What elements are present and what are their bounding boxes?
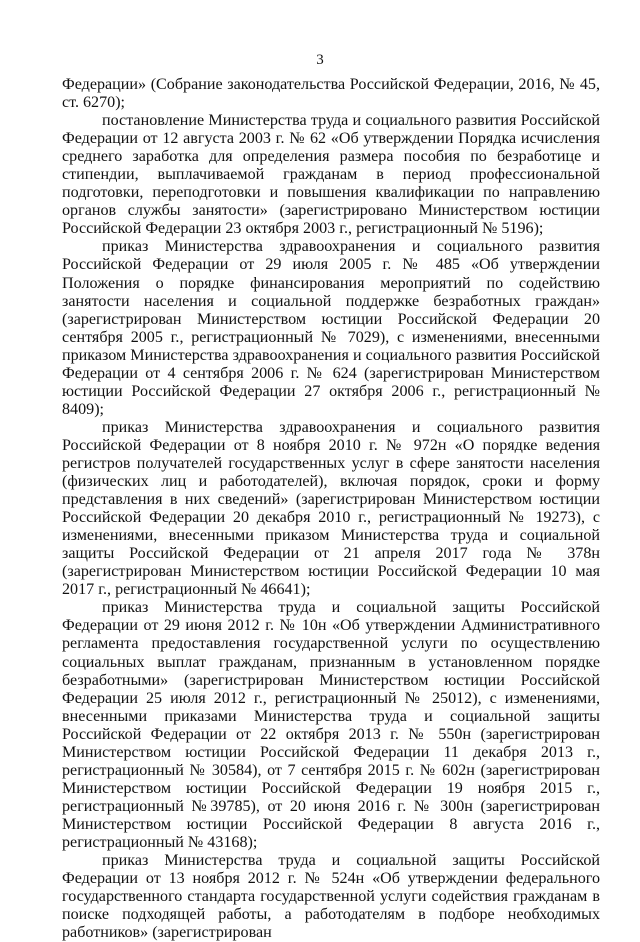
paragraph-order-524n: приказ Министерства труда и социальной защиты Российской Федерации от 13 ноября 2012 г. № 524н «Об утверждении федерального государственного стандарта государственной услуги содействия гражданам в поиске подходящей работы, а работодателям в подборе необходимых работников» (зарегистрирован	[62, 852, 600, 942]
paragraph-order-485: приказ Министерства здравоохранения и социального развития Российской Федерации от 29 июля 2005 г. № 485 «Об утверждении Положения о порядке финансирования мероприятий по содействию занятости населения и социальной поддержке безработных граждан» (зарегистрирован Министерством юстиции Российской Федерации 20 сентября 2005 г., регистрационный № 7029), с изменениями, внесенными приказом Министерства здравоохранения и социального развития Российской Федерации от 4 сентября 2006 г. № 624 (зарегистрирован Министерством юстиции Российской Федерации 27 октября 2006 г., регистрационный № 8409);	[62, 238, 600, 418]
paragraph-resolution-62: постановление Министерства труда и социального развития Российской Федерации от 12 августа 2003 г. № 62 «Об утверждении Порядка исчисления среднего заработка для определения размера пособия по безработице и стипендии, выплачиваемой гражданам в период профессиональной подготовки, переподготовки и повышения квалификации по направлению органов службы занятости» (зарегистрировано Министерством юстиции Российской Федерации 23 октября 2003 г., регистрационный № 5196);	[62, 112, 600, 238]
paragraph-order-972n: приказ Министерства здравоохранения и социального развития Российской Федерации от 8 ноября 2010 г. № 972н «О порядке ведения регистров получателей государственных услуг в сфере занятости населения (физических лиц и работодателей), включая порядок, сроки и форму представления в них сведений» (зарегистрирован Министерством юстиции Российской Федерации 20 декабря 2010 г., регистрационный № 19273), с изменениями, внесенными приказом Министерства труда и социальной защиты Российской Федерации от 21 апреля 2017 года № 378н (зарегистрирован Министерством юстиции Российской Федерации 10 мая 2017 г., регистрационный № 46641);	[62, 418, 600, 599]
paragraph-order-10n: приказ Министерства труда и социальной защиты Российской Федерации от 29 июня 2012 г. № 10н «Об утверждении Административного регламента предоставления государственной услуги по осуществлению социальных выплат гражданам, признанным в установленном порядке безработными» (зарегистрирован Министерством юстиции Российской Федерации 25 июля 2012 г., регистрационный № 25012), с изменениями, внесенными приказами Министерства труда и социальной защиты Российской Федерации от 22 октября 2013 г. № 550н (зарегистрирован Министерством юстиции Российской Федерации 11 декабря 2013 г., регистрационный № 30584), от 7 сентября 2015 г. № 602н (зарегистрирован Министерством юстиции Российской Федерации 19 ноября 2015 г., регистрационный №39785), от 20 июня 2016 г. № 300н (зарегистрирован Министерством юстиции Российской Федерации 8 августа 2016 г., регистрационный № 43168);	[62, 599, 600, 851]
page-number: 3	[316, 52, 324, 68]
paragraph-continuation: Федерации» (Собрание законодательства Российской Федерации, 2016, № 45, ст. 6270);	[62, 76, 600, 112]
document-body	[62, 76, 600, 942]
